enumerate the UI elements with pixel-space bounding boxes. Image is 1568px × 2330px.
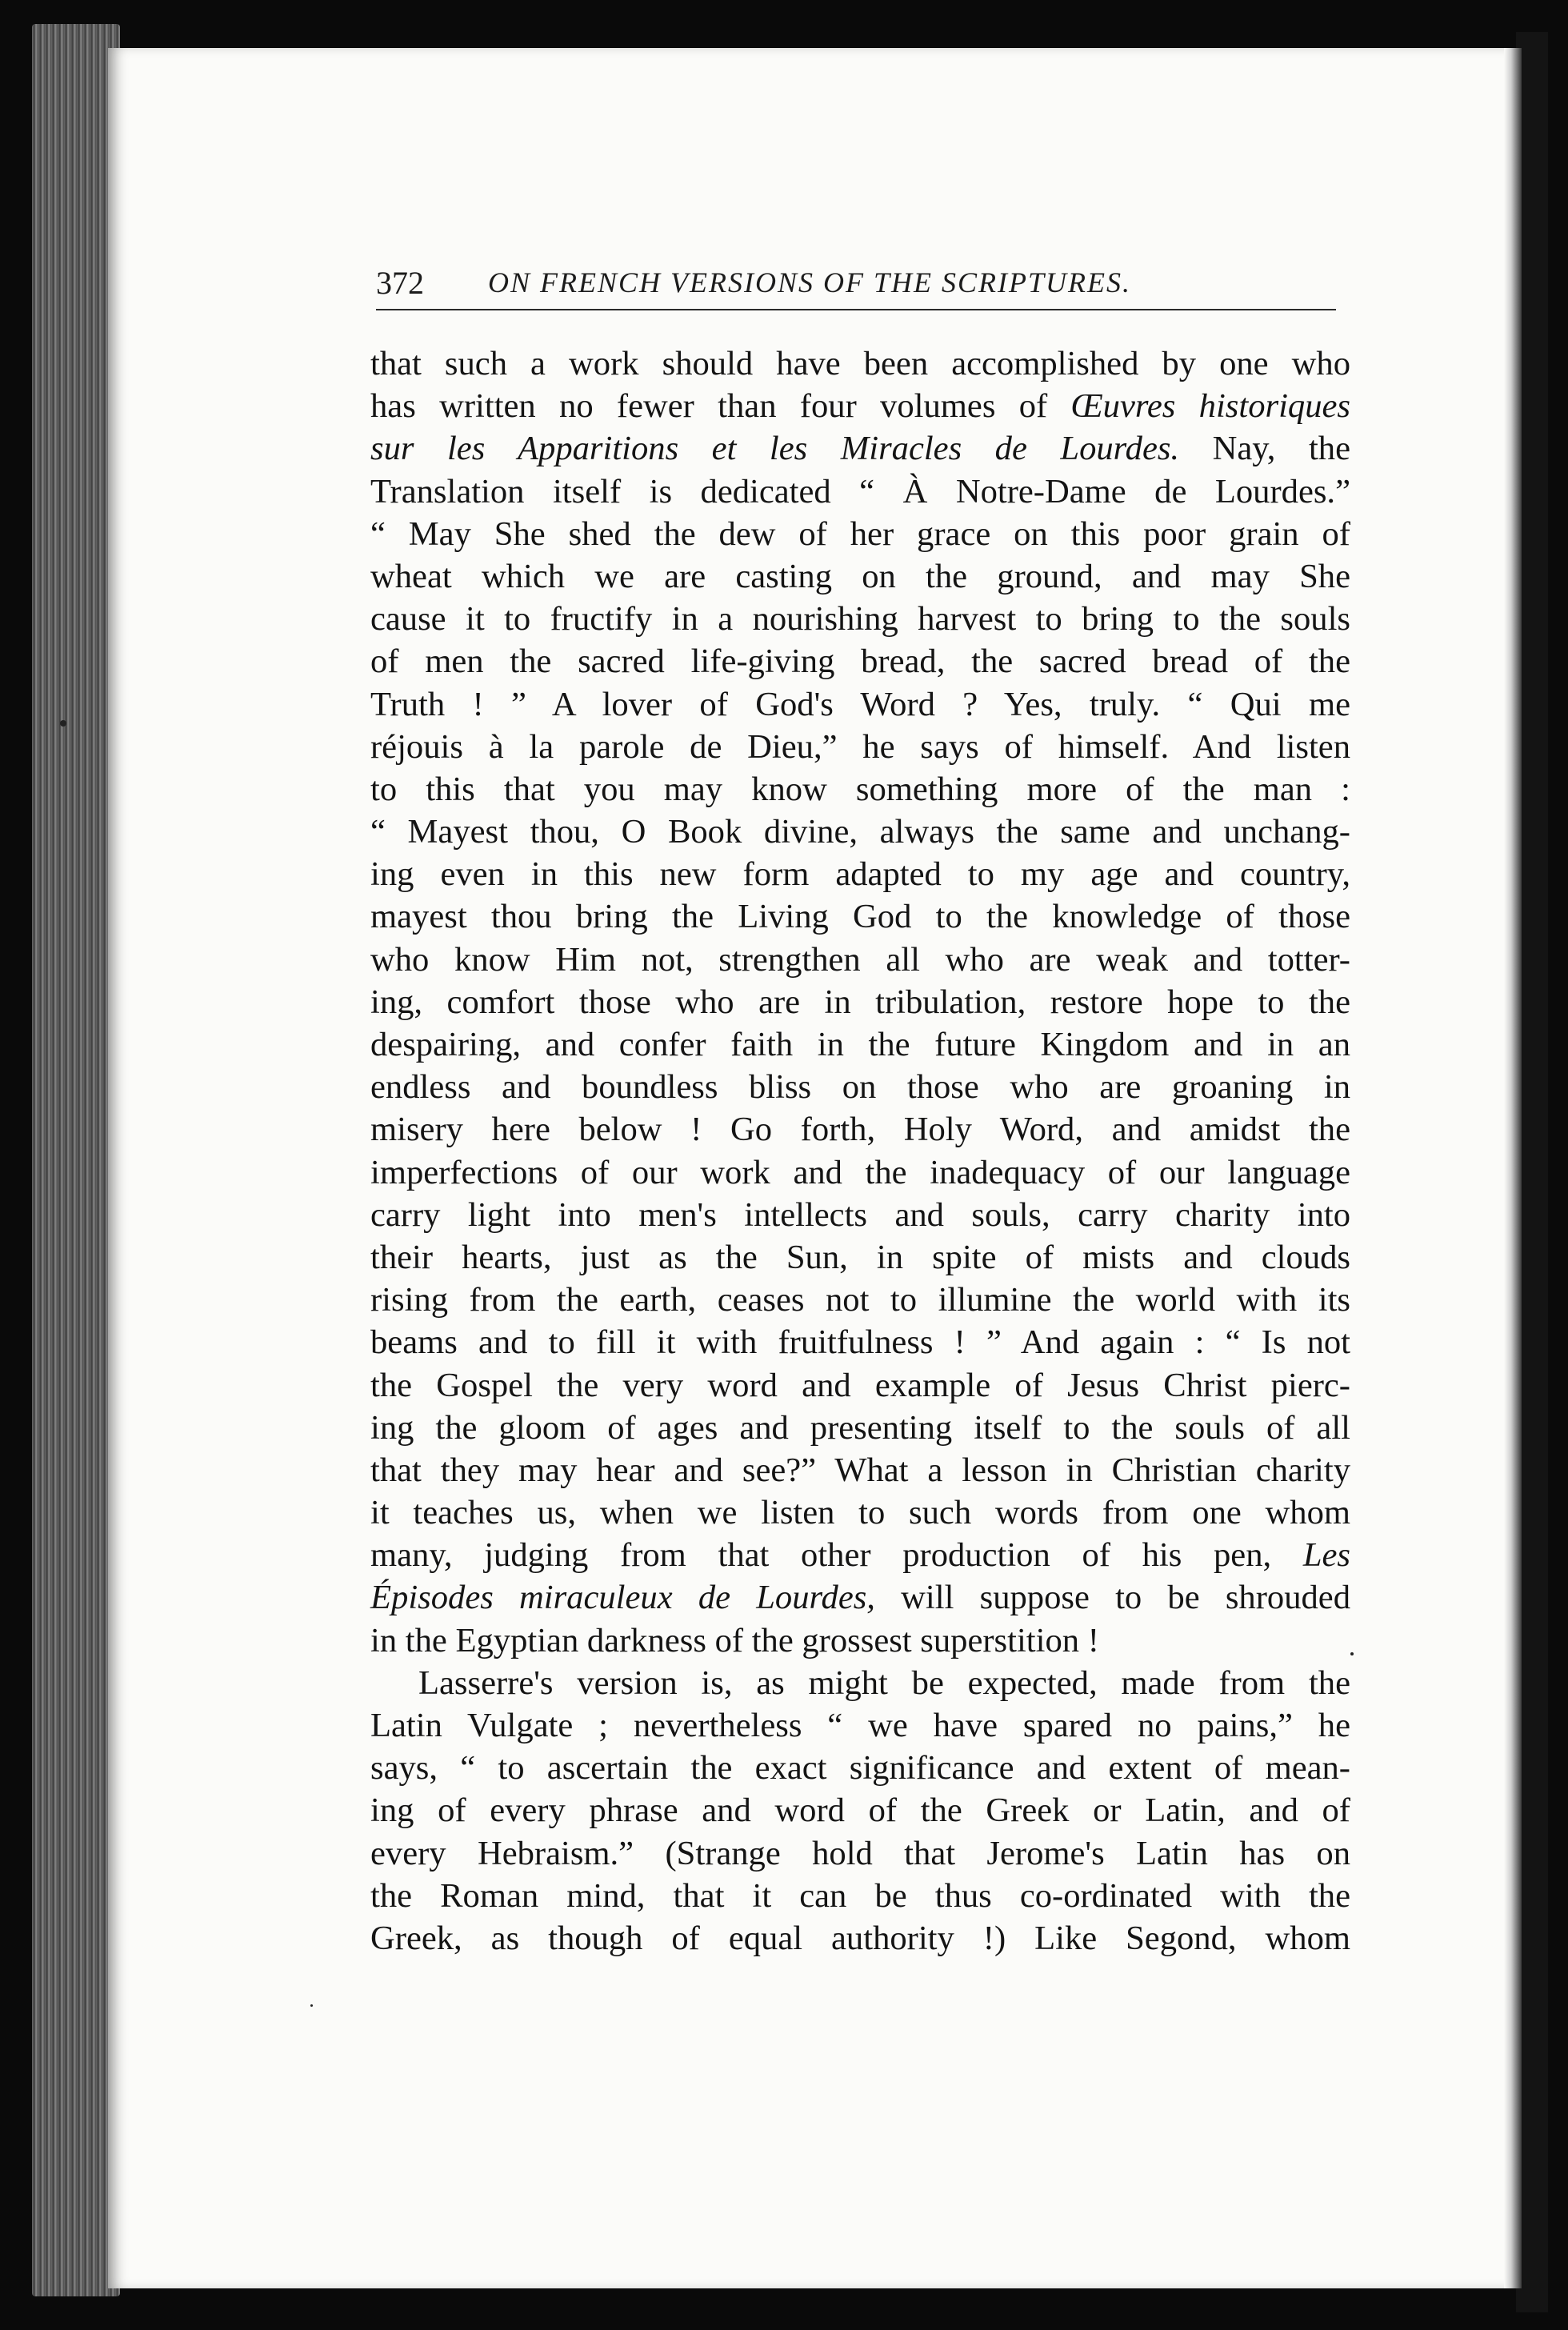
text-line: Greek, as though of equal authority !) Like Segond, whom [370,1919,1350,1957]
text-line: “ May She shed the dew of her grace on this poor grain of [370,514,1350,553]
scan-speck [310,2004,313,2007]
text-line: mayest thou bring the Living God to the knowledge of those [370,898,1350,936]
text-line: the Roman mind, that it can be thus co-ordinated with the [370,1876,1350,1915]
text-line: imperfections of our work and the inadequacy of our language [370,1153,1350,1191]
text-line: misery here below ! Go forth, Holy Word, and amidst the [370,1111,1350,1149]
text-line: has written no fewer than four volumes of Œuvres historiques [370,387,1350,426]
text-line: sur les Apparitions et les Miracles de Lourdes. Nay, the [370,430,1350,468]
text-line: ing, comfort those who are in tribulation, restore hope to the [370,983,1350,1021]
text-line: ing the gloom of ages and presenting itself to the souls of all [370,1408,1350,1447]
header-rule [376,309,1336,310]
text-line: their hearts, just as the Sun, in spite of mists and clouds [370,1238,1350,1276]
text-line: every Hebraism.” (Strange hold that Jerome's Latin has on [370,1834,1350,1872]
text-line: ing even in this new form adapted to my age and country, [370,855,1350,894]
page-gutter-right [1504,48,1522,2288]
text-line: to this that you may know something more of the man : [370,770,1350,808]
text-line: carry light into men's intellects and souls, carry charity into [370,1195,1350,1234]
scan-speck [60,720,66,727]
text-line: says, “ to ascertain the exact significance and extent of mean- [370,1749,1350,1788]
text-line: many, judging from that other production of his pen, Les [370,1536,1350,1575]
text-line: Épisodes miraculeux de Lourdes, will suppose to be shrouded [370,1579,1350,1617]
text-line: ing of every phrase and word of the Greek or Latin, and of [370,1792,1350,1830]
running-title: ON FRENCH VERSIONS OF THE SCRIPTURES. [488,266,1131,298]
page-number: 372 [376,265,424,301]
book-page-edges [32,24,120,2296]
text-line: “ Mayest thou, O Book divine, always the same and unchang- [370,813,1350,851]
text-line: who know Him not, strengthen all who are weak and totter- [370,940,1350,979]
text-line: Translation itself is dedicated “ À Notre-Dame de Lourdes.” [370,472,1350,510]
scan-speck [1350,1652,1354,1655]
text-line: the Gospel the very word and example of Jesus Christ pierc- [370,1366,1350,1404]
text-line: endless and boundless bliss on those who are groaning in [370,1068,1350,1107]
text-line: rising from the earth, ceases not to illumine the world with its [370,1281,1350,1319]
text-line: that such a work should have been accomplished by one who [370,345,1350,382]
running-header [376,264,1336,312]
text-line: beams and to fill it with fruitfulness ! ” And again : “ Is not [370,1323,1350,1362]
text-line: in the Egyptian darkness of the grossest superstition ! [370,1621,1099,1659]
text-line-indented: Lasserre's version is, as might be expected, made from the [418,1663,1350,1702]
text-line: wheat which we are casting on the ground, and may She [370,557,1350,595]
text-line: of men the sacred life-giving bread, the sacred bread of the [370,643,1350,681]
text-line: Latin Vulgate ; nevertheless “ we have spared no pains,” he [370,1707,1350,1744]
text-line: despairing, and confer faith in the future Kingdom and in an [370,1026,1350,1063]
text-line: that they may hear and see?” What a lesson in Christian charity [370,1451,1350,1489]
text-line: cause it to fructify in a nourishing harvest to bring to the souls [370,600,1350,639]
body-text [370,342,1350,1960]
text-line: réjouis à la parole de Dieu,” he says of himself. And listen [370,727,1350,766]
text-line: Truth ! ” A lover of God's Word ? Yes, truly. “ Qui me [370,685,1350,723]
text-line: it teaches us, when we listen to such words from one whom [370,1494,1350,1532]
